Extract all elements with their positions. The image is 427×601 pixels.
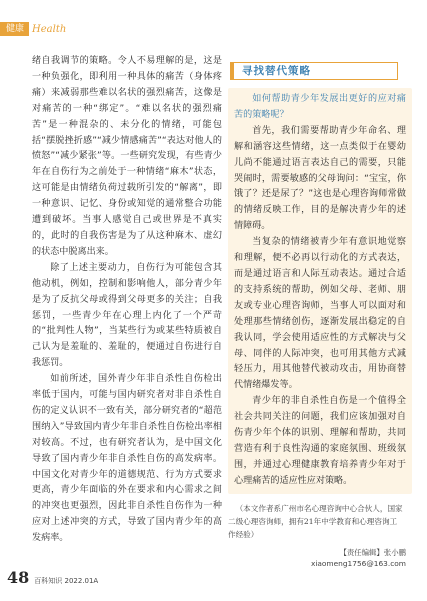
section-heading-box [230,62,398,80]
panel-paragraph: 首先，我们需要帮助青少年命名、理解和涵容这些情绪，这一点类似于在婴幼儿尚不能通过语言表达自己的需要，只能哭闹时，需要敏感的父母询问：“宝宝，你饿了？还是尿了？”这也是心理咨询师常做的情绪反映工作，目的是解决青少年的述情障碍。 [234,125,406,232]
panel-question: 如何帮助青少年发展出更好的应对痛苦的策略呢？ [234,94,406,120]
page-number: 48 [7,568,30,587]
strategy-panel [228,88,412,494]
section-header [0,22,66,36]
left-paragraph: 绪自我调节的策略。令人不易理解的是，这是一种负强化，即利用一种具体的痛苦（身体疼痛）来减弱那些难以名状的强烈痛苦，这像是对痛苦的一种“绑定”。“难以名状的强烈痛苦”是一种混杂的、未分化的情绪，可能包括“摆脱挫折感”“减少情感痛苦”“表达对他人的愤怒”“减少紧张”等。一些研究发现，有些青少年在自伤行为之前处于一种情绪“麻木”状态，这可能是由情绪负荷过载所引发的“解离”，即一种意识、记忆、身份或知觉的通常整合功能遭到破坏。当事人感觉自己或世界是不真实的，此时的自我伤害是为了从这种麻木、虚幻的状态中脱离出来。 [32,56,222,257]
left-paragraph: 除了上述主要动力，自伤行为可能包含其他动机，例如，控制和影响他人，部分青少年是为了反抗父母或得到父母更多的关注；自我惩罚，一些青少年在心理上内化了一个严苛的“批判性人物”，当某些行为或某些特质被自己认为是羞耻的、羞耻的，便通过自伤进行自我惩罚。 [32,262,222,369]
left-paragraph: 如前所述，国外青少年非自杀性自伤检出率低于国内，可能与国内研究者对非自杀性自伤的定义认识不一致有关，部分研究者的“超范围纳入”导致国内青少年非自杀性自伤检出率相对较高。不过，也有研究者认为，是中国文化导致了国内青少年非自杀性自伤的高发病率。中国文化对青少年的道德规范、行为方式要求更高，青少年面临的外在要求和内心需求之间的冲突也更强烈，因此非自杀性自伤作为一种应对上述冲突的方式，导致了国内青少年的高发病率。 [32,374,222,544]
right-column [228,62,414,569]
editor-credit [228,547,406,569]
section-english-label: Health [32,23,67,35]
page-footer [7,568,98,587]
author-bio: （本文作者系广州市名心理咨询中心合伙人，国家二级心理咨询师，拥有21年中学教育和心理咨询工作经验） [228,503,403,539]
section-heading: 寻找替代策略 [242,65,311,77]
journal-issue: 百科知识 2022.01A [34,577,99,585]
panel-paragraph: 当复杂的情绪被青少年有意识地觉察和理解，便不必再以行动化的方式表达，而是通过语言和人际互动表达。通过合适的支持系统的帮助，例如父母、老师、朋友或专业心理咨询师，当事人可以面对和处理那些情绪创伤，逐渐发展出稳定的自我认同，学会使用适应性的方式解决与父母、同伴的人际冲突，也可用其他方式减轻压力，用其他替代被动攻击，用协商替代情绪爆发等。 [234,237,406,391]
editor-name: 【责任编辑】张小鹏 [339,547,406,557]
panel-paragraph: 青少年的非自杀性自伤是一个值得全社会共同关注的问题，我们应该加强对自伤青少年个体的识别、理解和帮助，共同营造有利于良性沟通的家庭氛围、班级氛围，并通过心理健康教育培养青少年对于心理痛苦的适应性应对策略。 [234,396,406,486]
section-tag: 健康 [0,22,29,36]
left-column [32,54,222,547]
editor-email: xiaomeng1756@163.com [310,558,406,568]
